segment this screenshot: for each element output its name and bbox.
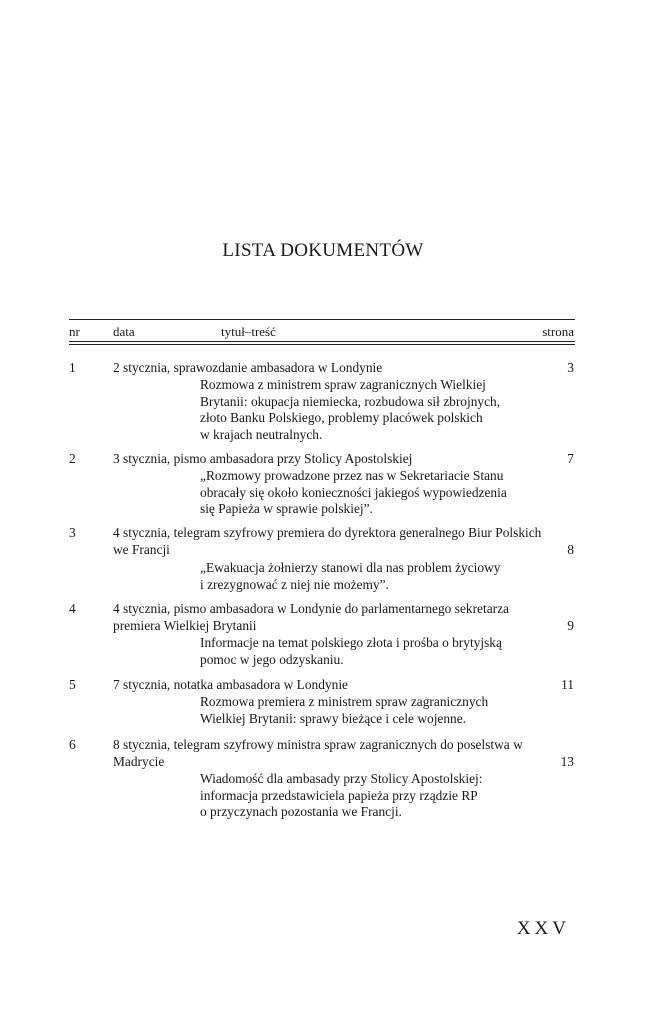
entry-content [200,377,532,443]
header-bottom-rule-2 [69,344,575,345]
entry-content-line: pomoc w jego odzyskaniu. [200,651,344,667]
entry-heading [113,601,550,634]
header-top-rule [69,319,575,320]
entry-content [200,468,532,518]
entry-heading [113,525,550,558]
page-number-roman: XXV [516,918,570,939]
entry-heading-line: Polskich we Francji [113,525,542,557]
entry-content-line: Wiadomość dla ambasady przy Stolicy Apostolskiej: [200,771,483,786]
entry-number: 1 [69,360,76,375]
entry-heading-line: 3 stycznia, pismo ambasadora przy Stolicy Apostolskiej [113,451,413,466]
entry-content [200,771,532,821]
entry-content [200,635,532,668]
entry-heading [113,737,550,770]
entry-content-line: „Rozmowy prowadzone przez nas w Sekretariacie Stanu [200,468,504,483]
column-header-nr: nr [69,324,80,339]
entry-number: 2 [69,451,76,466]
entry-number: 3 [69,525,76,540]
entry-heading-line: 7 stycznia, notatka ambasadora w Londynie [113,677,349,692]
entry-heading [113,677,550,694]
entry-content-line: Rozmowa z ministrem spraw zagranicznych Wielkiej [200,377,486,392]
entry-content-line: Informacje na temat polskiego złota i prośba o brytyjską [200,635,502,650]
entry-heading-line: 2 stycznia, sprawozdanie ambasadora w Londynie [113,360,383,375]
entry-content-line: i zrezygnować z niej nie możemy”. [200,576,389,592]
entry-page: 7 [567,451,574,466]
header-bottom-rule-1 [69,341,575,342]
entry-content-line: w krajach neutralnych. [200,426,323,442]
entry-page: 11 [561,677,574,692]
entry-number: 5 [69,677,76,692]
entry-page: 9 [567,618,574,633]
entry-heading-line: 4 stycznia, pismo ambasadora w Londynie do parlamentarnego sekretarza [113,601,509,616]
entry-number: 4 [69,601,76,616]
entry-content-line: „Ewakuacja żołnierzy stanowi dla nas problem życiowy [200,560,501,575]
entry-content-line: Wielkiej Brytanii: sprawy bieżące i cele wojenne. [200,710,467,726]
entry-heading [113,451,550,468]
entry-page: 13 [560,754,574,769]
entry-heading-line: w Madrycie [113,737,523,769]
entry-content [200,560,532,593]
entry-content-line: Rozmowa premiera z ministrem spraw zagranicznych [200,694,489,709]
entry-page: 8 [567,542,574,557]
entry-page: 3 [567,360,574,375]
page-title: LISTA DOKUMENTÓW [222,240,424,261]
entry-content [200,694,532,727]
entry-heading [113,360,550,377]
column-header-title: tytuł–treść [221,324,276,339]
column-header-page: strona [542,324,574,339]
entry-heading-line: 8 stycznia, telegram szyfrowy ministra spraw zagranicznych do poselstwa [113,737,510,752]
entry-heading-line: premiera Wielkiej Brytanii [113,617,257,633]
entry-content-line: informacja przedstawiciela papieża przy rządzie RP [200,787,478,803]
entry-content-line: o przyczynach pozostania we Francji. [200,804,402,819]
entry-heading-line: 4 stycznia, telegram szyfrowy premiera do dyrektora generalnego Biur [113,525,492,540]
entry-content-line: się Papieża w sprawie polskiej”. [200,501,373,516]
entry-content-line: złoto Banku Polskiego, problemy placówek polskich [200,410,483,425]
entry-content-line: obracały się około konieczności jakiegoś wypowiedzenia [200,484,507,500]
column-header-data: data [113,324,135,339]
entry-number: 6 [69,737,76,752]
entry-content-line: Brytanii: okupacja niemiecka, rozbudowa sił zbrojnych, [200,393,501,409]
